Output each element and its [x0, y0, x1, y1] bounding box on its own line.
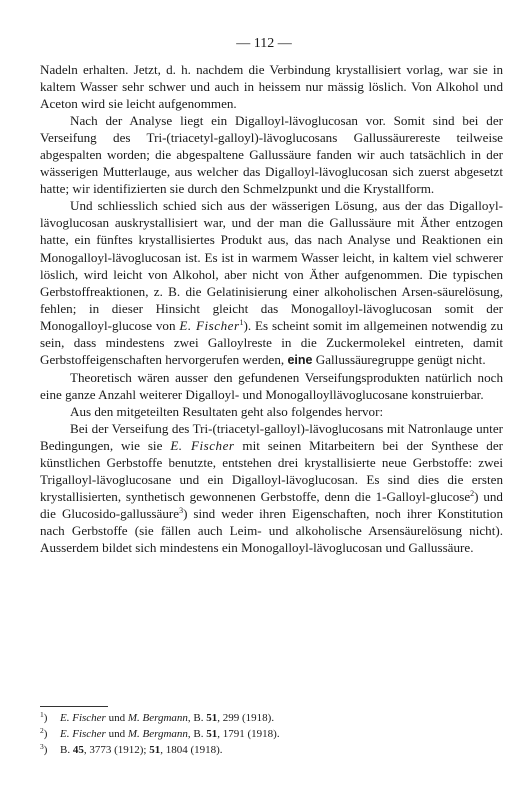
body-text — [40, 61, 503, 556]
footnote-ref-3: 3 — [179, 506, 184, 516]
footnote-journal: , B. — [187, 712, 204, 724]
footnote-1 — [40, 710, 503, 726]
footnote-divider — [40, 706, 108, 707]
paragraph-3-text-b: ). Es scheint somit im allgemeinen notwendig zu sein, dass mindestens zwei Galloylreste in die Zuckermolekel eintreten, damit Gerbstoffeigenschaften hervorgerufen werden, — [40, 317, 504, 367]
paragraph-6-text-a: Bei der Verseifung des Tri-(triacetyl-galloyl)-lävoglucosans mit Natronlauge unter Bedingungen, wie sie — [40, 420, 503, 454]
footnote-author: M. Bergmann — [127, 712, 188, 724]
footnote-conjunction: und — [108, 728, 126, 740]
footnote-number: 3 — [40, 742, 44, 751]
page-number: — 112 — — [236, 36, 292, 51]
author-citation: E. Fischer — [179, 317, 240, 333]
paragraph-3-text-a: Und schliesslich schied sich aus der wässerigen Lösung, aus der das Digalloyl-lävoglucosan auskrystallisiert war, und der man die Gallussäure mit Äther entzogen hatte, ein fünftes krystallisiertes Produkt aus, das nach Analyse und Reaktionen ein Monogalloyl-lävoglucosan ist. Es ist in warmem Wasser leicht, in kaltem viel schwerer löslich, wird leicht von Alkohol, aber nicht von Äther aufgenommen. Die typischen Gerbstoffreaktionen, z. B. die Gelatinisierung einer alkoholischen Arsen-säurelösung, fehlen; in dieser Hinsicht gleicht das Monogalloyl-lävoglucosan somit der Monogalloyl-glucose von — [40, 198, 503, 333]
footnote-author: E. Fischer — [60, 712, 106, 724]
footnotes — [40, 710, 503, 758]
footnote-author: E. Fischer — [60, 728, 106, 740]
footnote-marker: $^3$) — [40, 742, 48, 756]
paragraph-5-text: Aus den mitgeteilten Resultaten geht also folgendes hervor: — [70, 403, 384, 419]
footnote-author: M. Bergmann — [127, 728, 188, 740]
footnote-volume: 51 — [206, 728, 218, 740]
footnote-number: 1 — [40, 710, 44, 719]
paragraph-1 — [40, 61, 503, 112]
footnote-ref-2: 2 — [470, 489, 475, 499]
author-citation: E. Fischer — [170, 438, 235, 454]
footnote-pages: , 299 (1918). — [217, 712, 275, 724]
paragraph-6-text-d: ) sind weder ihren Eigenschaften, noch ihrer Konstitution nach Gerbstoffe (sie fällen auch Leim- und alkoholische Arsensäurelösung nicht). Ausserdem bildet sich mindestens ein Monogalloyl-lävoglucosan und Gallussäure. — [40, 506, 504, 556]
paragraph-3 — [40, 197, 503, 368]
footnote-volume: 51 — [149, 744, 161, 756]
footnote-pages: , 1791 (1918). — [217, 728, 280, 740]
paragraph-6-text-b: mit seinen Mitarbeitern bei der Synthese der künstlichen Gerbstoffe benutzte, entstehen drei krystallisierte neue Gerbstoffe: zwei Trigalloyl-lävoglucosane und ein Digalloyl-lävoglucosan. Es sind dies die ersten krystallisierten, synthetisch gewonnenen Gerbstoffe, denn die 1-Galloyl-glucose — [40, 438, 503, 505]
paragraph-1-text: Nadeln erhalten. Jetzt, d. h. nachdem die Verbindung krystallisiert vorlag, war sie in kaltem Wasser sehr schwer und auch in heissem nur mässig löslich. Von Alkohol und Aceton wird sie leicht aufgenommen. — [40, 62, 503, 112]
footnote-journal: , B. — [187, 728, 204, 740]
paragraph-2 — [40, 112, 503, 197]
footnote-journal: B. — [60, 744, 71, 756]
footnote-3 — [40, 742, 503, 758]
paragraph-2-text: Nach der Analyse liegt ein Digalloyl-lävoglucosan vor. Somit sind bei der Verseifung des Tri-(triacetyl-galloyl)-lävoglucosans Gallussäurereste teilweise abgespalten worden; die abgespaltene Gallussäure fanden wir auch tatsächlich in der wässerigen Mutterlauge, aus welcher das Digalloyl-lävoglucosan sich zuerst abgesetzt hatte; wir identifizierten sie durch den Schmelzpunkt und die Krystallform. — [40, 113, 503, 197]
paragraph-4 — [40, 369, 503, 403]
paragraph-4-text: Theoretisch wären ausser den gefundenen Verseifungsprodukten natürlich noch eine ganze Anzahl weiterer Digalloyl- und Monogalloyllävoglucosane konstruierbar. — [40, 369, 503, 402]
footnote-volume: 45 — [72, 744, 84, 756]
emphasis-bold: eine — [287, 352, 313, 367]
footnote-conjunction: und — [108, 712, 126, 724]
footnote-2 — [40, 726, 503, 742]
footnote-ref-1: 1 — [239, 317, 244, 327]
footnote-number: 2 — [40, 726, 44, 735]
footnote-pages: , 1804 (1918). — [160, 744, 223, 756]
footnote-marker: $^2$) — [40, 726, 48, 740]
footnote-pages: , 3773 (1912); — [83, 744, 147, 756]
footnote-marker: $^1$) — [40, 710, 48, 724]
paragraph-3-text-c: Gallussäuregruppe genügt nicht. — [315, 351, 486, 367]
paragraph-6-text-c: ) und die Glucosido-gallussäure — [40, 489, 503, 522]
footnote-volume: 51 — [206, 712, 218, 724]
paragraph-6 — [40, 420, 503, 556]
paragraph-5 — [40, 403, 503, 420]
